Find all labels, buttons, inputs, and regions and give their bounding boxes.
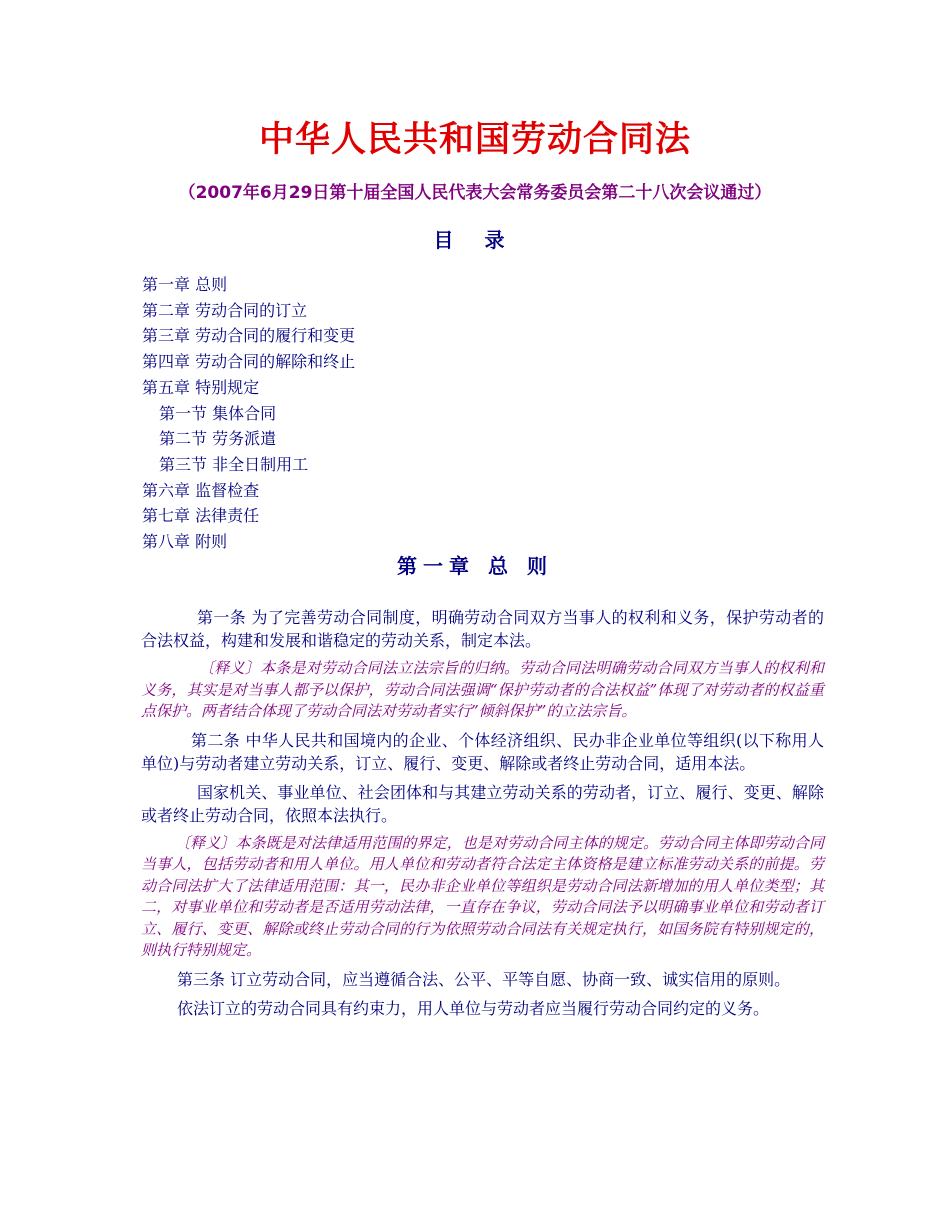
toc-item: 第三章 劳动合同的履行和变更 bbox=[142, 326, 356, 346]
toc-item: 第八章 附则 bbox=[142, 532, 228, 552]
toc-item: 第四章 劳动合同的解除和终止 bbox=[142, 352, 356, 372]
toc-item: 第六章 监督检查 bbox=[142, 480, 260, 500]
toc-subitem: 第三节 非全日制用工 bbox=[159, 454, 309, 474]
toc-item: 第五章 特别规定 bbox=[142, 377, 260, 397]
toc-item: 第二章 劳动合同的订立 bbox=[142, 300, 308, 320]
interpretation-note: 〔释义〕本条是对劳动合同法立法宗旨的归纳。劳动合同法明确劳动合同双方当事人的权利和义务，其实是对当事人都予以保护，劳动合同法强调“保护劳动者的合法权益”体现了对劳动者的权益重点保护。两者结合体现了劳动合同法对劳动者实行”倾斜保护”的立法宗旨。 bbox=[141, 659, 824, 720]
document-subtitle: （2007年6月29日第十届全国人民代表大会常务委员会第二十八次会议通过） bbox=[178, 183, 772, 203]
toc-subitem: 第一节 集体合同 bbox=[159, 403, 277, 423]
article-paragraph: 第三条 订立劳动合同，应当遵循合法、公平、平等自愿、协商一致、诚实信用的原则。 bbox=[177, 969, 791, 989]
interpretation-note: 〔释义〕本条既是对法律适用范围的界定，也是对劳动合同主体的规定。劳动合同主体即劳动合同当事人，包括劳动者和用人单位。用人单位和劳动者符合法定主体资格是建立标准劳动关系的前提。劳动合同法扩大了法律适用范围：其一，民办非企业单位等组织是劳动合同法新增加的用人单位类型；其二，对事业单位和劳动者是否适用劳动法律，一直存在争议，劳动合同法予以明确事业单位和劳动者订立、履行、变更、解除或终止劳动合同的行为依照劳动合同法有关规定执行，如国务院有特别规定的，则执行特别规定。 bbox=[141, 833, 824, 959]
chapter-heading: 第一章 总 则 bbox=[397, 554, 553, 578]
article-paragraph: 第一条 为了完善劳动合同制度，明确劳动合同双方当事人的权利和义务，保护劳动者的合法权益，构建和发展和谐稳定的劳动关系，制定本法。 bbox=[141, 608, 824, 650]
toc-item: 第七章 法律责任 bbox=[142, 506, 260, 526]
article-paragraph: 依法订立的劳动合同具有约束力，用人单位与劳动者应当履行劳动合同约定的义务。 bbox=[177, 998, 770, 1018]
table-of-contents bbox=[142, 272, 355, 555]
article-paragraph: 国家机关、事业单位、社会团体和与其建立劳动关系的劳动者，订立、履行、变更、解除或者终止劳动合同，依照本法执行。 bbox=[141, 782, 824, 825]
document-title: 中华人民共和国劳动合同法 bbox=[258, 120, 691, 160]
document-body bbox=[141, 606, 824, 1020]
toc-subitem: 第二节 劳务派遣 bbox=[159, 429, 277, 449]
toc-heading: 目 录 bbox=[433, 228, 517, 252]
toc-item: 第一章 总则 bbox=[142, 275, 228, 294]
article-paragraph: 第二条 中华人民共和国境内的企业、个体经济组织、民办非企业单位等组织(以下称用人单位)与劳动者建立劳动关系，订立、履行、变更、解除或者终止劳动合同，适用本法。 bbox=[141, 730, 824, 773]
